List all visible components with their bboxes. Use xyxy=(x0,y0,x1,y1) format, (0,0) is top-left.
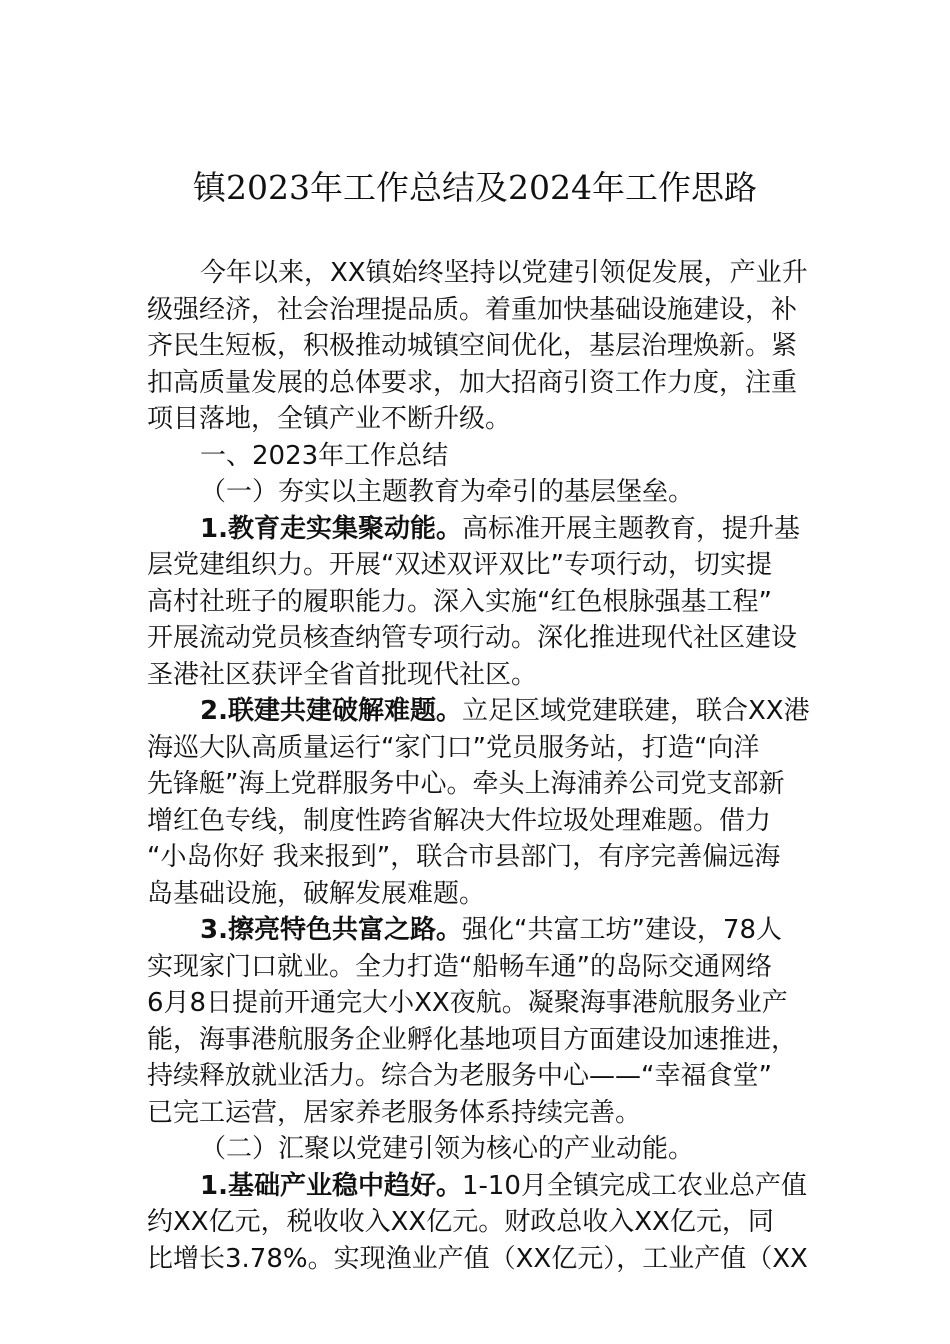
body-text: 强化“共富工坊”建设，78人 xyxy=(461,915,782,945)
body-text: 层党建组织力。开展“双述双评双比”专项行动，切实提 xyxy=(147,550,772,580)
bold-heading-text: 1.教育走实集聚动能。 xyxy=(200,513,462,544)
text-line xyxy=(147,1204,817,1241)
body-text: 比增长3.78%。实现渔业产值（XX亿元），工业产值（XX xyxy=(147,1243,808,1274)
body-text: 能，海事港航服务企业孵化基地项目方面建设加速推进， xyxy=(147,1024,798,1055)
body-text: 今年以来，XX镇始终坚持以党建引领促发展，产业升 xyxy=(200,258,808,288)
body-text: 扣高质量发展的总体要求，加大招商引资工作力度，注重 xyxy=(147,367,798,398)
bold-heading-text: 1.基础产业稳中趋好。 xyxy=(200,1170,462,1201)
text-line xyxy=(147,1058,817,1095)
body-text: 一、2023年工作总结 xyxy=(200,440,449,471)
body-text: 岛基础设施，破解发展难题。 xyxy=(147,878,486,909)
text-line xyxy=(147,839,817,876)
body-text: 增红色专线，制度性跨省解决大件垃圾处理难题。借力 xyxy=(147,805,772,836)
text-line xyxy=(147,292,817,329)
text-line xyxy=(147,547,817,584)
text-line xyxy=(147,985,817,1022)
text-line xyxy=(147,1095,817,1132)
body-text: 立足区域党建联建，联合XX港 xyxy=(461,696,810,726)
body-text: 齐民生短板，积极推动城镇空间优化，基层治理焕新。紧 xyxy=(147,331,798,361)
text-line xyxy=(147,1241,817,1278)
body-text: 高标准开展主题教育，提升基 xyxy=(461,513,800,544)
text-line xyxy=(147,657,817,694)
text-line xyxy=(147,511,817,548)
body-text: 1-10月全镇完成工农业总产值 xyxy=(461,1170,807,1201)
text-line xyxy=(147,766,817,803)
text-line xyxy=(147,730,817,767)
text-line xyxy=(147,912,817,949)
text-line xyxy=(147,401,817,438)
document-body xyxy=(147,255,817,1277)
body-text: 级强经济，社会治理提品质。着重加快基础设施建设，补 xyxy=(147,294,798,325)
bold-heading-text: 3.擦亮特色共富之路。 xyxy=(200,915,462,945)
text-line xyxy=(147,620,817,657)
body-text: 6月8日提前开通完大小XX夜航。凝聚海事港航服务业产 xyxy=(147,988,788,1018)
text-line xyxy=(147,584,817,621)
body-text: 约XX亿元，税收收入XX亿元。财政总收入XX亿元，同 xyxy=(147,1207,774,1237)
body-text: 开展流动党员核查纳管专项行动。深化推进现代社区建设 xyxy=(147,623,798,653)
text-line xyxy=(147,474,817,511)
body-text: 海巡大队高质量运行“家门口”党员服务站，打造“向洋 xyxy=(147,732,760,763)
body-text: （一）夯实以主题教育为牵引的基层堡垒。 xyxy=(200,477,695,507)
text-line xyxy=(147,438,817,475)
document-title: 镇2023年工作总结及2024年工作思路 xyxy=(193,168,757,207)
body-text: 圣港社区获评全省首批现代社区。 xyxy=(147,659,538,690)
body-text: 实现家门口就业。全力打造“船畅车通”的岛际交通网络 xyxy=(147,951,772,982)
body-text: “小岛你好 我来报到”，联合市县部门，有序完善偏远海 xyxy=(147,842,781,872)
text-line xyxy=(147,1131,817,1168)
text-line xyxy=(147,365,817,402)
body-text: 高村社班子的履职能力。深入实施“红色根脉强基工程” xyxy=(147,586,772,617)
body-text: 先锋艇”海上党群服务中心。牵头上海浦养公司党支部新 xyxy=(147,769,785,799)
bold-heading-text: 2.联建共建破解难题。 xyxy=(200,696,462,726)
text-line xyxy=(147,949,817,986)
body-text: 持续释放就业活力。综合为老服务中心——“幸福食堂” xyxy=(147,1061,772,1091)
body-text: （二）汇聚以党建引领为核心的产业动能。 xyxy=(200,1134,695,1164)
text-line xyxy=(147,693,817,730)
body-text: 项目落地，全镇产业不断升级。 xyxy=(147,404,512,434)
text-line xyxy=(147,1168,817,1205)
text-line xyxy=(147,255,817,292)
text-line xyxy=(147,876,817,913)
text-line xyxy=(147,328,817,365)
body-text: 已完工运营，居家养老服务体系持续完善。 xyxy=(147,1097,642,1128)
text-line xyxy=(147,1022,817,1059)
text-line xyxy=(147,803,817,840)
